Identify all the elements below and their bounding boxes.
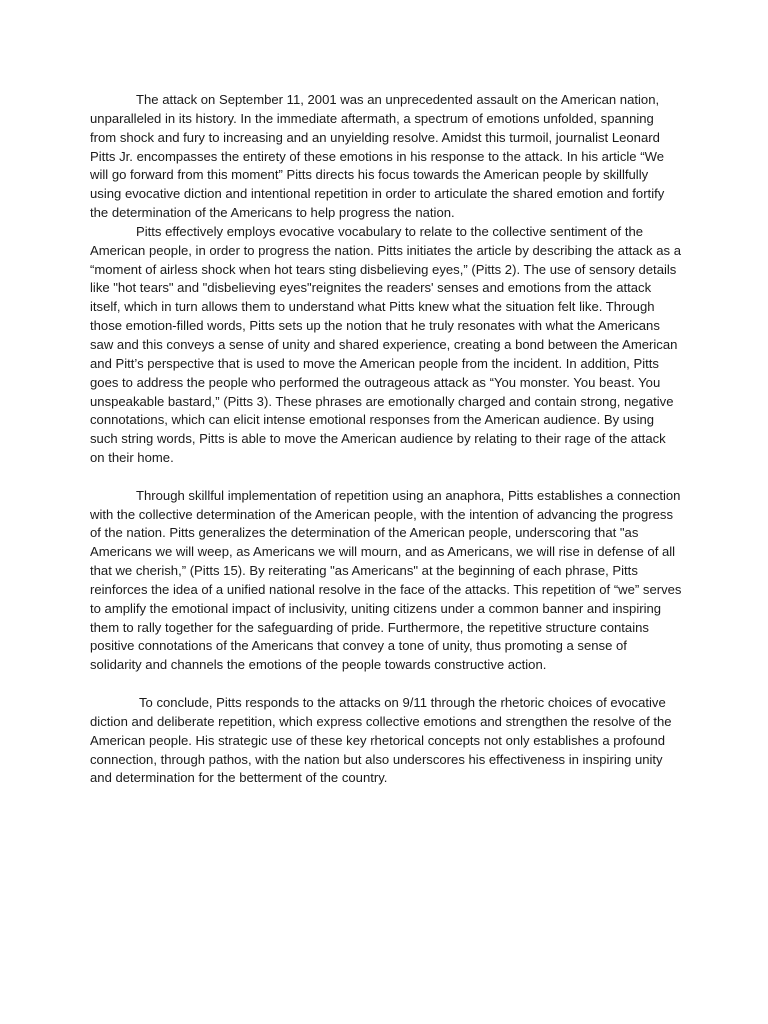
- essay-body: [90, 91, 682, 788]
- paragraph-spacer: [90, 675, 682, 694]
- paragraph-introduction: The attack on September 11, 2001 was an unprecedented assault on the American nation, unparalleled in its history. In the immediate aftermath, a spectrum of emotions unfolded, spanning from shock and fury to increasing and an unyielding resolve. Amidst this turmoil, journalist Leonard Pitts Jr. encompasses the entirety of these emotions in his response to the attack. In his article “We will go forward from this moment” Pitts directs his focus towards the American people by skillfully using evocative diction and intentional repetition in order to articulate the shared emotion and fortify the determination of the Americans to help progress the nation.: [90, 92, 665, 221]
- paragraph-spacer: [90, 468, 682, 487]
- paragraph-evocative-diction: Pitts effectively employs evocative vocabulary to relate to the collective sentiment of the American people, in order to progress the nation. Pitts initiates the article by describing the attack as a “moment of airless shock when hot tears sting disbelieving eyes,” (Pitts 2). The use of sensory details like "hot tears" and "disbelieving eyes"reignites the readers' senses and emotions from the attack itself, which in turn allows them to understand what Pitts knew what the situation felt like. Through those emotion-filled words, Pitts sets up the notion that he truly resonates with what the Americans saw and this conveys a sense of unity and shared experience, creating a bond between the American and Pitt’s perspective that is used to move the American people from the incident. In addition, Pitts goes to address the people who performed the outrageous attack as “You monster. You beast. You unspeakable bastard,” (Pitts 3). These phrases are emotionally charged and contain strong, negative connotations, which can elicit intense emotional responses from the American audience. By using such string words, Pitts is able to move the American audience by relating to their rage of the attack on their home.: [90, 223, 681, 466]
- paragraph-repetition: Through skillful implementation of repetition using an anaphora, Pitts establishes a connection with the collective determination of the American people, with the intention of advancing the progress of the nation. Pitts generalizes the determination of the American people, underscoring that "as Americans we will weep, as Americans we will mourn, and as Americans, we will rise in defense of all that we cherish,” (Pitts 15). By reiterating "as Americans" at the beginning of each phrase, Pitts reinforces the idea of a unified national resolve in the face of the attacks. This repetition of “we” serves to amplify the emotional impact of inclusivity, uniting citizens under a common banner and inspiring them to rally together for the safeguarding of pride. Furthermore, the repetitive structure contains positive connotations of the Americans that convey a tone of unity, thus promoting a sense of solidarity and channels the emotions of the people towards constructive action.: [90, 487, 682, 673]
- paragraph-conclusion: To conclude, Pitts responds to the attacks on 9/11 through the rhetoric choices of evocative diction and deliberate repetition, which express collective emotions and strengthen the resolve of the American people. His strategic use of these key rhetorical concepts not only establishes a profound connection, through pathos, with the nation but also underscores his effectiveness in inspiring unity and determination for the betterment of the country.: [90, 695, 672, 786]
